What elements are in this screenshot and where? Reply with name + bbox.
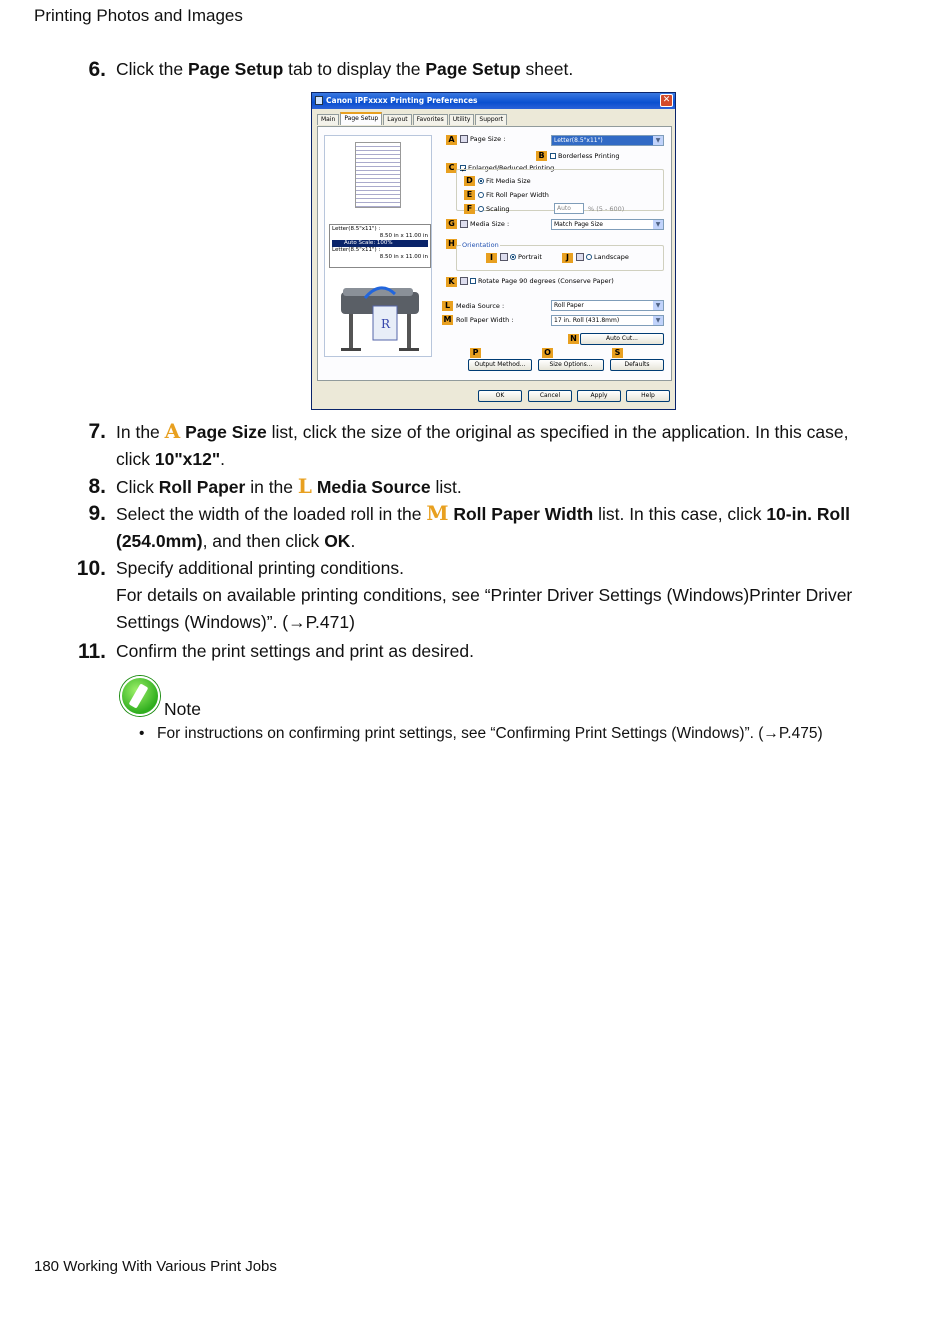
step-text: Confirm the print settings and print as desired.: [116, 641, 474, 661]
callout-k: K: [446, 277, 457, 287]
callout-b: B: [536, 151, 547, 161]
landscape-radio[interactable]: Landscape: [576, 253, 629, 261]
media-size-select[interactable]: Match Page Size ▼: [551, 219, 664, 230]
step-number: 8.: [88, 475, 106, 498]
fit-media-size-radio[interactable]: Fit Media Size: [478, 177, 531, 185]
step-text: Specify additional printing conditions. For details on available printing conditions, see “Printer Driver Settings (Windows)Printer Driver Settings (Windows)”. (→P.471): [116, 558, 853, 632]
roll-width-label: Roll Paper Width :: [456, 316, 514, 324]
tab-support[interactable]: Support: [475, 114, 507, 125]
step-text: Click Roll Paper in the L Media Source list.: [116, 474, 462, 498]
rotate-icon: [460, 277, 468, 285]
scaling-range: % (5 - 600): [588, 205, 625, 213]
chevron-down-icon: ▼: [653, 220, 663, 229]
printer-illustration-icon: [335, 276, 425, 358]
chevron-down-icon: ▼: [653, 136, 663, 145]
dialog-titlebar: [312, 93, 675, 109]
callout-h: H: [446, 239, 457, 249]
page-size-select[interactable]: Letter(8.5"x11") ▼: [551, 135, 664, 146]
callout-i: I: [486, 253, 497, 263]
page-setup-panel: [317, 126, 672, 381]
tab-page-setup[interactable]: Page Setup: [340, 112, 382, 125]
tab-layout[interactable]: Layout: [383, 114, 411, 125]
roll-width-select[interactable]: 17 in. Roll (431.8mm) ▼: [551, 315, 664, 326]
rotate-checkbox[interactable]: Rotate Page 90 degrees (Conserve Paper): [460, 277, 614, 285]
apply-button[interactable]: Apply: [577, 390, 621, 402]
landscape-icon: [576, 253, 584, 261]
step-text: Click the Page Setup tab to display the Page Setup sheet.: [116, 59, 574, 79]
callout-a: A: [446, 135, 457, 145]
svg-text:R: R: [381, 317, 391, 331]
page-icon: [460, 135, 468, 143]
chevron-down-icon: ▼: [653, 301, 663, 310]
media-source-label: Media Source :: [456, 302, 505, 310]
step-number: 11.: [77, 640, 106, 663]
auto-cut-button[interactable]: Auto Cut...: [580, 333, 664, 345]
step-number: 7.: [88, 420, 106, 443]
step-number: 10.: [76, 557, 106, 580]
step-number: 6.: [88, 58, 106, 81]
callout-p: P: [470, 348, 481, 358]
callout-s: S: [612, 348, 623, 358]
orientation-label: Orientation: [462, 241, 499, 249]
callout-g: G: [446, 219, 457, 229]
note-pencil-icon: [120, 676, 160, 716]
printing-preferences-dialog-screenshot: [311, 92, 676, 410]
note-text: For instructions on confirming print settings, see “Confirming Print Settings (Windows)”. (→P.475): [157, 725, 823, 742]
chevron-down-icon: ▼: [653, 316, 663, 325]
dialog-tabs: [317, 114, 508, 126]
size-options-button[interactable]: Size Options...: [538, 359, 604, 371]
note-label: Note: [164, 699, 201, 719]
preview-area: [324, 135, 432, 357]
scaling-radio[interactable]: Scaling: [478, 205, 510, 213]
media-source-select[interactable]: Roll Paper ▼: [551, 300, 664, 311]
enlarged-reduced-checkbox[interactable]: ✓ Enlarged/Reduced Printing: [461, 164, 555, 174]
output-method-button[interactable]: Output Method...: [468, 359, 532, 371]
close-icon[interactable]: ✕: [660, 94, 673, 107]
borderless-checkbox[interactable]: Borderless Printing: [550, 152, 619, 160]
ok-button[interactable]: OK: [478, 390, 522, 402]
media-icon: [460, 220, 468, 228]
fit-roll-width-radio[interactable]: Fit Roll Paper Width: [478, 191, 549, 199]
callout-f: F: [464, 204, 475, 214]
size-info-box: Letter(8.5"x11") : 8.50 in x 11.00 in Auto Scale: 100% Letter(8.5"x11") : 8.50 in x 11.00 in: [329, 224, 431, 268]
bullet: •: [139, 725, 145, 742]
defaults-button[interactable]: Defaults: [610, 359, 664, 371]
portrait-icon: [500, 253, 508, 261]
printer-icon: [315, 96, 323, 105]
dialog-title: Canon iPFxxxx Printing Preferences: [326, 96, 478, 105]
callout-n: N: [568, 334, 579, 344]
callout-l: L: [442, 301, 453, 311]
callout-d: D: [464, 176, 475, 186]
step-number: 9.: [88, 502, 106, 525]
tab-favorites[interactable]: Favorites: [413, 114, 448, 125]
page-preview-thumbnail: [355, 142, 401, 208]
step-text: In the A Page Size list, click the size of the original as specified in the application. In this case, click 10"x12".: [116, 419, 849, 469]
page-footer: 180 Working With Various Print Jobs: [34, 1258, 277, 1275]
tab-utility[interactable]: Utility: [449, 114, 475, 125]
callout-c: C: [446, 163, 457, 173]
running-head: Printing Photos and Images: [34, 6, 243, 25]
step-text: Select the width of the loaded roll in the M Roll Paper Width list. In this case, click 10-in. Roll (254.0mm), and then click OK.: [116, 501, 850, 551]
scaling-input[interactable]: Auto: [554, 203, 584, 214]
callout-e: E: [464, 190, 475, 200]
cancel-button[interactable]: Cancel: [528, 390, 572, 402]
callout-j: J: [562, 253, 573, 263]
page-size-label: Page Size :: [460, 135, 505, 143]
portrait-radio[interactable]: Portrait: [500, 253, 542, 261]
callout-o: O: [542, 348, 553, 358]
media-size-label: Media Size :: [460, 220, 509, 228]
callout-m: M: [443, 315, 452, 324]
help-button[interactable]: Help: [626, 390, 670, 402]
tab-main[interactable]: Main: [317, 114, 339, 125]
